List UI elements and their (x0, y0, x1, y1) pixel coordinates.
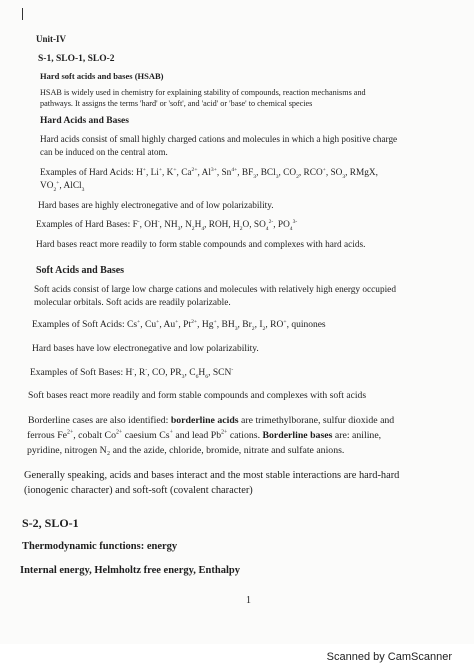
hard-acids-definition-2: can be induced on the central atom. (40, 147, 168, 157)
intro-line-2: pathways. It assigns the terms 'hard' or 'soft', and 'acid' or 'base' to chemical species (40, 99, 313, 108)
soft-acids-definition-2: molecular orbitals. Soft acids are readily polarizable. (34, 298, 231, 308)
borderline-acids-list-text: are trimethylborane, sulfur dioxide and (241, 415, 395, 426)
unit-heading: Unit-IV (36, 34, 67, 44)
borderline-intro-text: Borderline cases are also identified: (28, 415, 169, 426)
hard-acids-formulas-1: H+, Li+, K+, $Ca^{2+}$, $Al^{3+}$, $Sn^{4+}$, $BF_3$, BCl$_3$, $CO_2$, RCO+, $SO_3$, RMgX, (136, 166, 378, 180)
lead-text: and lead Pb (175, 430, 222, 441)
soft-acids-bases-heading: Soft Acids and Bases (36, 265, 125, 276)
topic-title: Hard soft acids and bases (HSAB) (40, 71, 164, 81)
soft-acids-definition-1: Soft acids consist of large low charge cations and molecules with relatively high energy occupied (34, 285, 396, 295)
energy-functions-subtitle: Internal energy, Helmholtz free energy, Enthalpy (20, 565, 240, 576)
soft-bases-definition: Hard bases have low electronegative and low polarizability. (32, 344, 259, 354)
session-heading-2: S-2, SLO-1 (22, 516, 79, 530)
scan-edge-mark (22, 8, 23, 20)
hard-acids-formulas-2: $VO_2^+$, AlCl$_3$ (40, 179, 85, 193)
page-number: 1 (246, 595, 251, 606)
hard-bases-definition: Hard bases are highly electronegative and of low polarizability. (38, 201, 274, 211)
generally-line-1: Generally speaking, acids and bases interact and the most stable interactions are hard-hard (24, 470, 400, 481)
soft-acids-formulas: Cs+, Cu+, Au+, $Pt^{2+}$, Hg+, $BH_3$, $Br_2$, $I_2$, RO+, (127, 318, 289, 332)
caesium-text: caesium Cs (124, 430, 170, 441)
intro-line-1: HSAB is widely used in chemistry for explaining stability of compounds, reaction mechanisms and (40, 88, 366, 97)
hard-bases-formulas: F-, OH-, $NH_3$, $N_2H_4$, ROH, $H_2O$, $SO_4^{2-}$, $PO_4^{3-}$ (132, 218, 298, 232)
borderline-acids-term: borderline acids (170, 415, 239, 426)
cations-text: cations. (229, 430, 261, 441)
cobalt-text: , cobalt Co (73, 430, 116, 441)
generally-line-2: (ionogenic character) and soft-soft (covalent character) (24, 485, 253, 496)
session-heading-1: S-1, SLO-1, SLO-2 (38, 54, 115, 64)
hard-bases-react-line: Hard bases react more readily to form stable compounds and complexes with hard acids. (36, 240, 366, 250)
hard-acids-bases-heading: Hard Acids and Bases (40, 116, 129, 126)
soft-acids-examples-line (32, 320, 326, 330)
borderline-line-3: pyridine, nitrogen N₂ and the azide, chloride, bromide, nitrate and sulfate anions. (27, 445, 345, 456)
hard-acids-examples-label: Examples of Hard Acids: (40, 168, 134, 178)
thermodynamic-functions-title: Thermodynamic functions: energy (22, 541, 178, 552)
hard-bases-examples-label: Examples of Hard Bases: (36, 220, 131, 230)
borderline-bases-list-text: are: aniline, (334, 430, 382, 441)
soft-acids-examples-label: Examples of Soft Acids: (32, 320, 125, 330)
borderline-line-1 (28, 415, 394, 426)
soft-bases-examples-label: Examples of Soft Bases: (30, 368, 124, 378)
soft-bases-examples-line (30, 368, 233, 378)
borderline-line-2: ferrous $Fe^{2+}$, cobalt $Co^{2+}$ caesium Cs+ and lead $Pb^{2+}$ cations. Borderline bases are: aniline, (27, 429, 382, 441)
hard-bases-examples-line (36, 220, 297, 230)
hard-acids-examples-line-1 (40, 168, 378, 178)
borderline-bases-term: Borderline bases (262, 430, 333, 441)
ferrous-text: ferrous Fe (27, 430, 67, 441)
soft-acids-examples-tail: quinones (291, 320, 326, 330)
soft-bases-react-line: Soft bases react more readily and form stable compounds and complexes with soft acids (28, 390, 367, 401)
scanner-watermark: Scanned by CamScanner (326, 651, 452, 663)
hard-acids-definition-1: Hard acids consist of small highly charged cations and molecules in which a high positive charge (40, 134, 398, 144)
soft-bases-formulas: H-, R-, CO, $PR_3$, $C_6H_6$, SCN- (125, 366, 234, 380)
